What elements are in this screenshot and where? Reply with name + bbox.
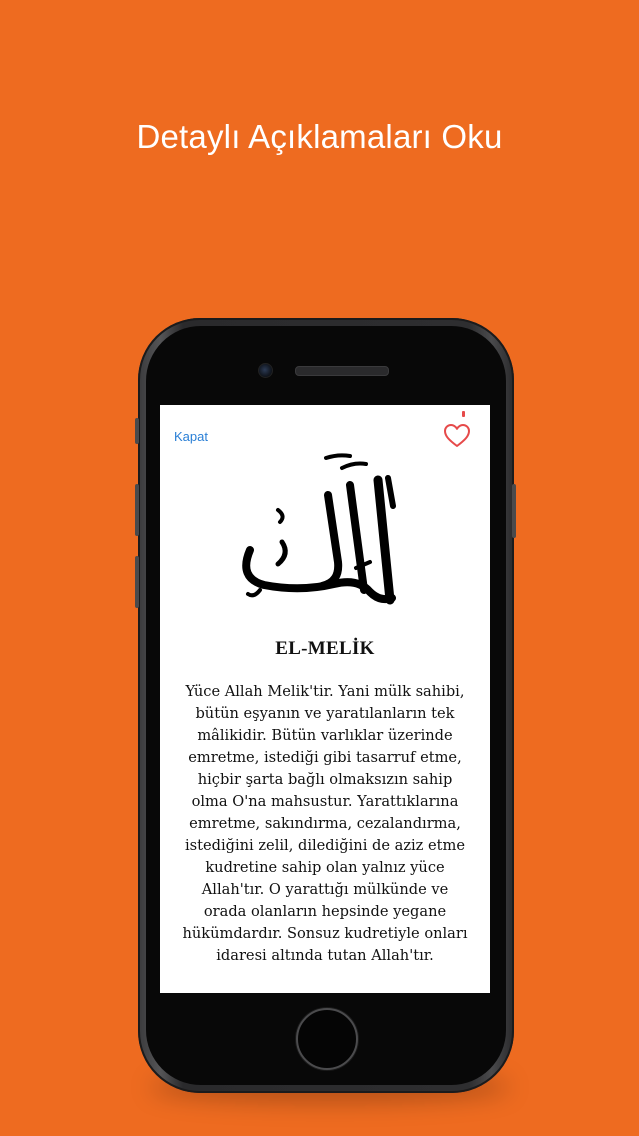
close-button[interactable]: Kapat <box>174 429 208 444</box>
arabic-calligraphy-al-malik <box>230 450 420 615</box>
mute-switch <box>135 418 139 444</box>
description-text: Yüce Allah Melik'tir. Yani mülk sahibi, bütün eşyanın ve yaratılanların tek mâlikidir. Bütün varlıklar üzerinde emretme, istediği gibi tasarruf etme, hiçbir şarta bağlı olmaksızın sahip olma O'na mahsustur. Yarattıklarına emretme, sakındırma, cezalandırma, istediğini zelil, dilediğini de aziz etme kudretine sahip olan yalnız yüce Allah'tır. O yarattığı mülkünde ve orada olanların hepsinde yegane hükümdardır. Sonsuz kudretiyle onları idaresi altında tutan Allah'tır. <box>182 683 468 964</box>
phone-screen <box>160 405 490 993</box>
earpiece-speaker <box>295 366 389 376</box>
home-button[interactable] <box>296 1008 358 1070</box>
promo-headline: Detaylı Açıklamaları Oku <box>136 118 503 155</box>
volume-down-button <box>135 556 139 608</box>
name-title: EL-MELİK <box>275 638 375 659</box>
power-button <box>512 484 516 538</box>
heart-outline-icon[interactable] <box>443 422 471 450</box>
status-indicator <box>462 411 465 417</box>
volume-up-button <box>135 484 139 536</box>
front-camera <box>258 363 273 378</box>
